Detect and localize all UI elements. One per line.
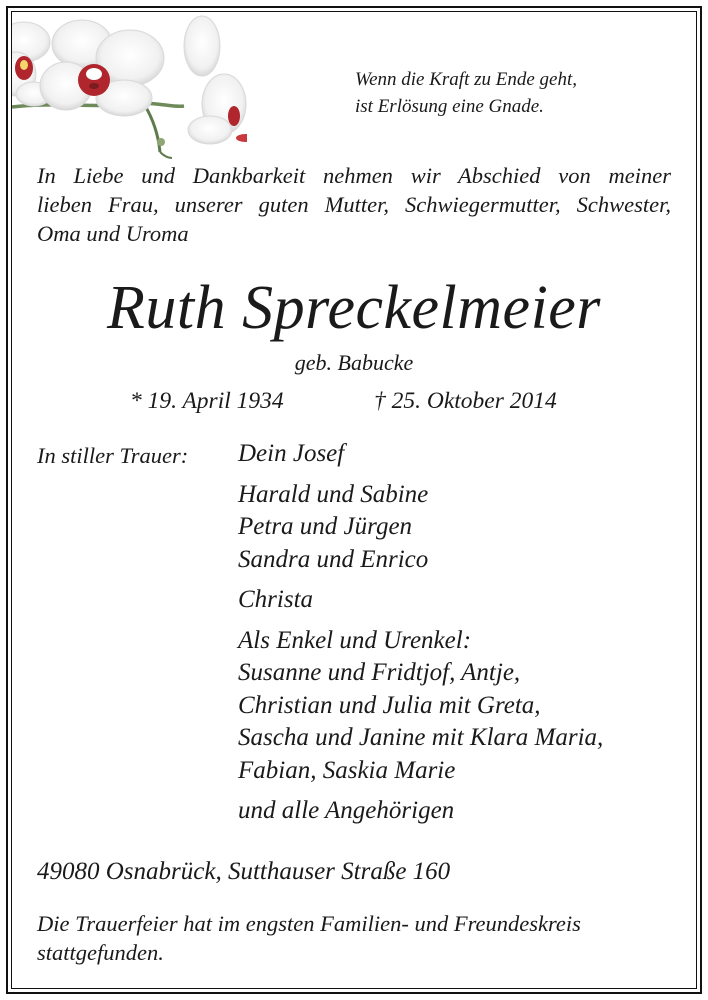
- deceased-name: Ruth Spreckelmeier: [107, 274, 601, 342]
- mourner-other: Christa: [238, 586, 314, 613]
- motto-line: Wenn die Kraft zu Ende geht,: [355, 69, 577, 90]
- intro-text: [37, 161, 671, 248]
- mourner-grandchild: Sascha und Janine mit Klara Maria,: [238, 724, 604, 751]
- footer-line: stattgefunden.: [37, 940, 164, 965]
- motto-line: ist Erlösung eine Gnade.: [355, 96, 544, 117]
- intro-line: In Liebe und Dankbarkeit nehmen wir Abschied von meiner: [37, 163, 671, 188]
- address: 49080 Osnabrück, Sutthauser Straße 160: [37, 858, 451, 885]
- footer-line: Die Trauerfeier hat im engsten Familien- und Freundeskreis: [37, 911, 581, 936]
- mourning-label: In stiller Trauer:: [37, 443, 189, 468]
- mourner-closing: und alle Angehörigen: [238, 797, 455, 824]
- mourner-child: Sandra und Enrico: [238, 545, 429, 573]
- mourners-list: [238, 438, 678, 828]
- mourner-grandchild: Fabian, Saskia Marie: [238, 756, 456, 784]
- birth-date: * 19. April 1934: [130, 388, 284, 414]
- death-date: † 25. Oktober 2014: [374, 388, 557, 414]
- grandchildren-heading: Als Enkel und Urenkel:: [238, 626, 472, 654]
- mourner-grandchild: Susanne und Fridtjof, Antje,: [238, 659, 521, 686]
- motto-quote: [355, 66, 655, 120]
- mourner-spouse: Dein Josef: [238, 440, 345, 467]
- funeral-note: [37, 909, 673, 967]
- mourner-grandchild: Christian und Julia mit Greta,: [238, 691, 541, 719]
- mourner-child: Petra und Jürgen: [238, 513, 413, 540]
- intro-line: Oma und Uroma: [37, 221, 189, 246]
- mourner-child: Harald und Sabine: [238, 480, 429, 508]
- birth-name: geb. Babucke: [294, 350, 414, 375]
- orchid-decoration-icon: [12, 12, 247, 160]
- intro-line: lieben Frau, unserer guten Mutter, Schwiegermutter, Schwester,: [37, 192, 671, 217]
